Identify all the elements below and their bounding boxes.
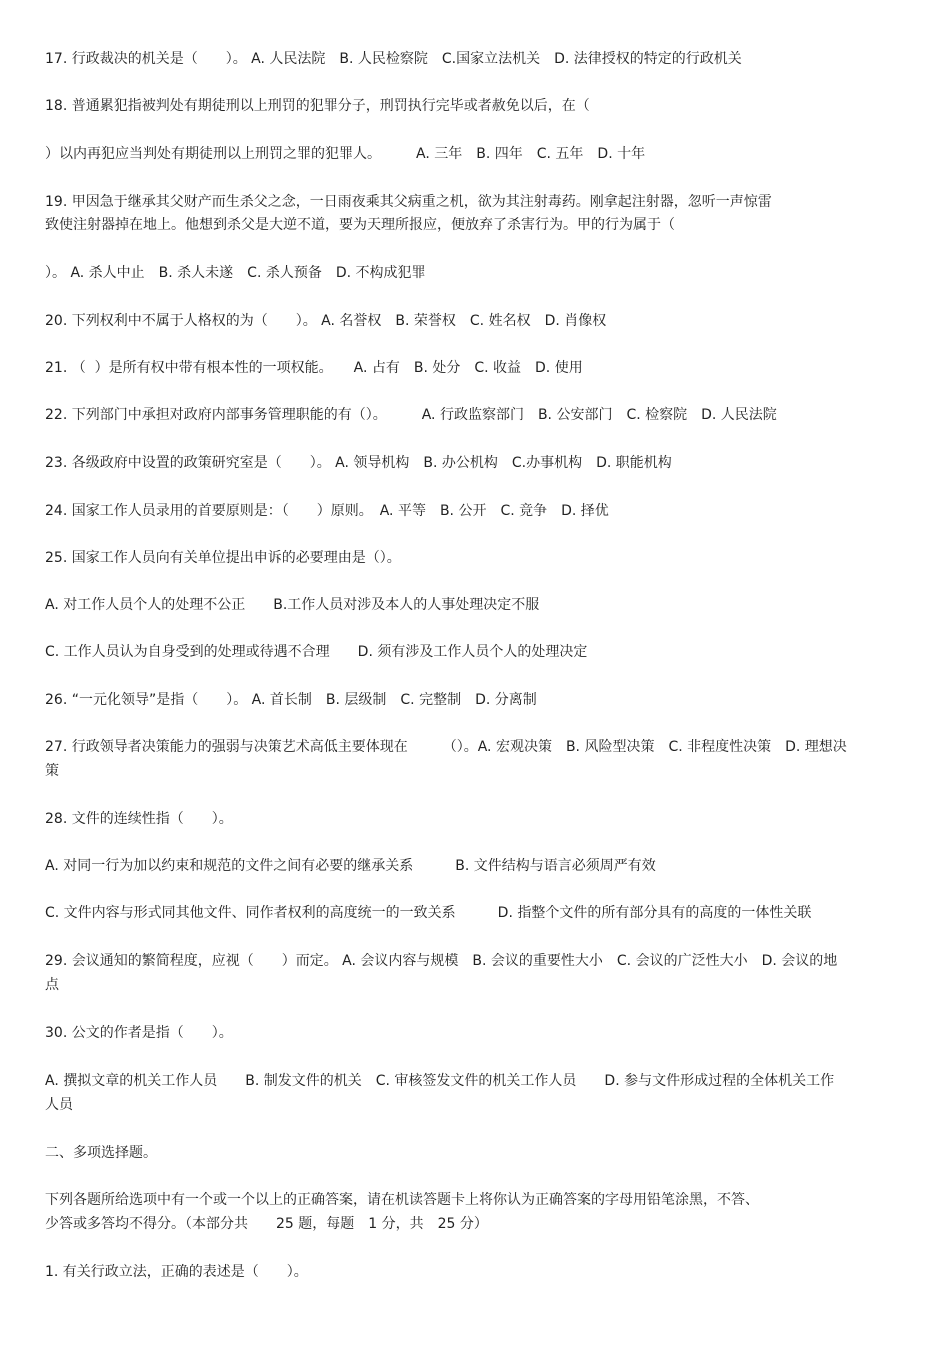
question-26: 26. “一元化领导”是指（ ）。 A. 首长制 B. 层级制 C. 完整制 D. 分离制 (45, 692, 537, 708)
question-21: 21. （ ）是所有权中带有根本性的一项权能。 A. 占有 B. 处分 C. 收益 D. 使用 (45, 360, 583, 376)
question-30-options-line-1: A. 撰拟文章的机关工作人员 B. 制发文件的机关 C. 审核签发文件的机关工作人员 D. 参与文件形成过程的全体机关工作 (45, 1073, 835, 1089)
section-instructions-line-1: 下列各题所给选项中有一个或一个以上的正确答案，请在机读答题卡上将你认为正确答案的字母用铅笔涂黑，不答、 (45, 1192, 759, 1208)
question-19-line-3: ）。 A. 杀人中止 B. 杀人未遂 C. 杀人预备 D. 不构成犯罪 (45, 265, 426, 281)
section-instructions-line-2: 少答或多答均不得分。（本部分共 25 题，每题 1 分，共 25 分） (45, 1216, 488, 1232)
question-20: 20. 下列权利中不属于人格权的为（ ）。 A. 名誉权 B. 荣誉权 C. 姓名权 D. 肖像权 (45, 313, 607, 329)
question-30: 30. 公文的作者是指（ ）。 (45, 1025, 233, 1041)
question-29-line-2: 点 (45, 977, 59, 993)
question-23: 23. 各级政府中设置的政策研究室是（ ）。 A. 领导机构 B. 办公机构 C.办事机构 D. 职能机构 (45, 455, 672, 471)
question-22: 22. 下列部门中承担对政府内部事务管理职能的有（）。 A. 行政监察部门 B. 公安部门 C. 检察院 D. 人民法院 (45, 407, 777, 423)
question-28-options-cd: C. 文件内容与形式同其他文件、同作者权利的高度统一的一致关系 D. 指整个文件的所有部分具有的高度的一体性关联 (45, 905, 812, 921)
question-25-options-cd: C. 工作人员认为自身受到的处理或待遇不合理 D. 须有涉及工作人员个人的处理决定 (45, 644, 588, 660)
question-30-options-line-2: 人员 (45, 1097, 73, 1113)
question-28: 28. 文件的连续性指（ ）。 (45, 811, 233, 827)
question-25-options-ab: A. 对工作人员个人的处理不公正 B.工作人员对涉及本人的人事处理决定不服 (45, 597, 540, 613)
question-18-line-2: ）以内再犯应当判处有期徒刑以上刑罚之罪的犯罪人。 A. 三年 B. 四年 C. 五年 D. 十年 (45, 146, 646, 162)
question-19-line-1: 19. 甲因急于继承其父财产而生杀父之念，一日雨夜乘其父病重之机，欲为其注射毒药。刚拿起注射器，忽听一声惊雷 (45, 194, 772, 210)
question-27-line-1: 27. 行政领导者决策能力的强弱与决策艺术高低主要体现在 （）。A. 宏观决策 B. 风险型决策 C. 非程度性决策 D. 理想决 (45, 739, 847, 755)
question-18-line-1: 18. 普通累犯指被判处有期徒刑以上刑罚的犯罪分子，刑罚执行完毕或者赦免以后，在（ (45, 98, 590, 114)
question-29-line-1: 29. 会议通知的繁简程度，应视（ ）而定。 A. 会议内容与规模 B. 会议的重要性大小 C. 会议的广泛性大小 D. 会议的地 (45, 953, 838, 969)
section-heading-multiple-choice: 二、多项选择题。 (45, 1145, 157, 1161)
question-17: 17. 行政裁决的机关是（ ）。 A. 人民法院 B. 人民检察院 C.国家立法机关 D. 法律授权的特定的行政机关 (45, 51, 742, 67)
question-28-options-ab: A. 对同一行为加以约束和规范的文件之间有必要的继承关系 B. 文件结构与语言必须周严有效 (45, 858, 656, 874)
question-25: 25. 国家工作人员向有关单位提出申诉的必要理由是（）。 (45, 550, 401, 566)
multi-question-1: 1. 有关行政立法，正确的表述是（ ）。 (45, 1264, 308, 1280)
question-24: 24. 国家工作人员录用的首要原则是：（ ）原则。 A. 平等 B. 公开 C. 竞争 D. 择优 (45, 503, 609, 519)
question-19-line-2: 致使注射器掉在地上。他想到杀父是大逆不道，要为天理所报应，便放弃了杀害行为。甲的行为属于（ (45, 217, 675, 233)
question-27-line-2: 策 (45, 763, 59, 779)
